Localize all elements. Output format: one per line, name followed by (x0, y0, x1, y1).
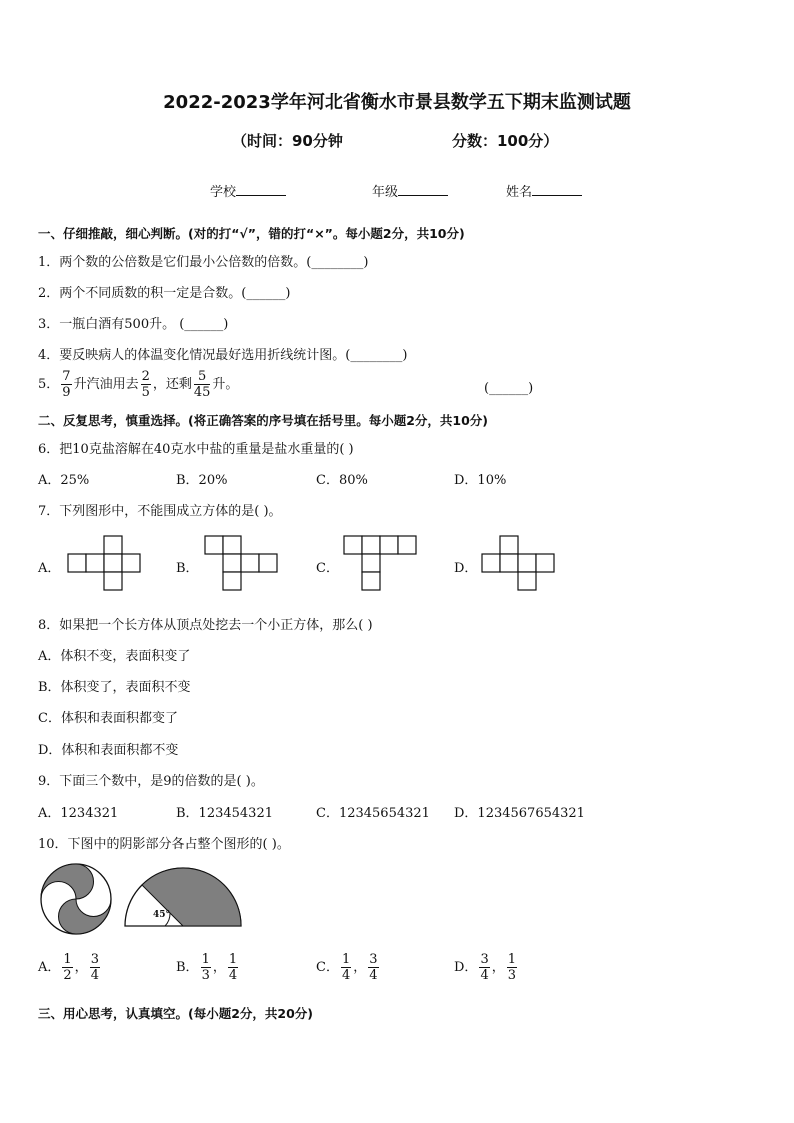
school-field[interactable] (210, 181, 286, 200)
q8-option-a: A．体积不变，表面积变了 (38, 649, 191, 664)
name-field[interactable] (506, 181, 582, 200)
q7-label-c: C． (316, 561, 339, 576)
fraction-2-5: $\frac{2}{5}$ (141, 369, 150, 400)
q10-option-b: B． $\frac{1}{3}$ ， $\frac{1}{4}$ (176, 952, 238, 983)
cube-net-a (66, 535, 142, 591)
question-4: 4．要反映病人的体温变化情况最好选用折线统计图。(________) (38, 348, 408, 363)
q9-option-b: B．123454321 (176, 806, 273, 821)
q7-label-d: D． (454, 561, 478, 576)
q8-option-b: B．体积变了，表面积不变 (38, 680, 191, 695)
q9-option-d: D．1234567654321 (454, 806, 585, 821)
question-9: 9．下面三个数中，是9的倍数的是( )。 (38, 774, 264, 789)
name-label: 姓名 (506, 185, 533, 200)
section-2-heading: 二、反复思考，慎重选择。(将正确答案的序号填在括号里。每小题2分，共10分) (38, 413, 489, 428)
q9-option-c: C．12345654321 (316, 806, 430, 821)
q10-option-c: C． $\frac{1}{4}$ ， $\frac{3}{4}$ (316, 952, 378, 983)
q7-label-a: A． (38, 561, 61, 576)
exam-title: 2022-2023学年河北省衡水市景县数学五下期末监测试题 (163, 92, 631, 113)
question-5-answer: (______) (484, 381, 534, 396)
section-3-heading: 三、用心思考，认真填空。(每小题2分，共20分) (38, 1006, 314, 1021)
question-8: 8．如果把一个长方体从顶点处挖去一个小正方体，那么( ) (38, 618, 373, 633)
q10-option-a: A． $\frac{1}{2}$ ， $\frac{3}{4}$ (38, 952, 99, 983)
fraction-7-9: $\frac{7}{9}$ (62, 369, 71, 400)
question-5: 5． $\frac{7}{9}$ 升汽油用去 $\frac{2}{5}$ ，还剩 $\frac{5}{45}$ 升。 (38, 369, 239, 400)
fraction-5-45: $\frac{5}{45}$ (193, 369, 211, 400)
q8-option-c: C．体积和表面积都变了 (38, 711, 178, 726)
q7-label-b: B． (176, 561, 199, 576)
exam-score: 分数：100分） (452, 132, 559, 150)
q6-option-d: D．10% (454, 473, 507, 488)
question-1: 1．两个数的公倍数是它们最小公倍数的倍数。(________) (38, 255, 369, 270)
cube-net-b (203, 535, 279, 591)
cube-net-d (480, 535, 556, 591)
q6-option-a: A．25% (38, 473, 90, 488)
cube-net-c (342, 535, 418, 591)
question-2: 2．两个不同质数的积一定是合数。(______) (38, 286, 291, 301)
q6-option-b: B．20% (176, 473, 228, 488)
q6-option-c: C．80% (316, 473, 368, 488)
q8-option-d: D．体积和表面积都不变 (38, 743, 179, 758)
q9-option-a: A．1234321 (38, 806, 119, 821)
exam-time: （时间：90分钟 (232, 132, 343, 150)
question-6: 6．把10克盐溶解在40克水中盐的重量是盐水重量的( ) (38, 442, 354, 457)
shaded-semicircle-figure (123, 866, 243, 928)
question-7: 7．下列图形中，不能围成立方体的是( )。 (38, 504, 282, 519)
angle-label: 45° (153, 910, 171, 920)
school-label: 学校 (210, 185, 237, 200)
section-1-heading: 一、仔细推敲，细心判断。(对的打“√”，错的打“×”。每小题2分，共10分) (38, 226, 465, 241)
question-3: 3．一瓶白酒有500升。 (______) (38, 317, 229, 332)
question-10: 10．下图中的阴影部分各占整个图形的( )。 (38, 837, 290, 852)
q10-option-d: D． $\frac{3}{4}$ ， $\frac{1}{3}$ (454, 952, 517, 983)
grade-label: 年级 (372, 185, 399, 200)
shaded-circle-figure (39, 862, 113, 936)
grade-field[interactable] (372, 181, 448, 200)
